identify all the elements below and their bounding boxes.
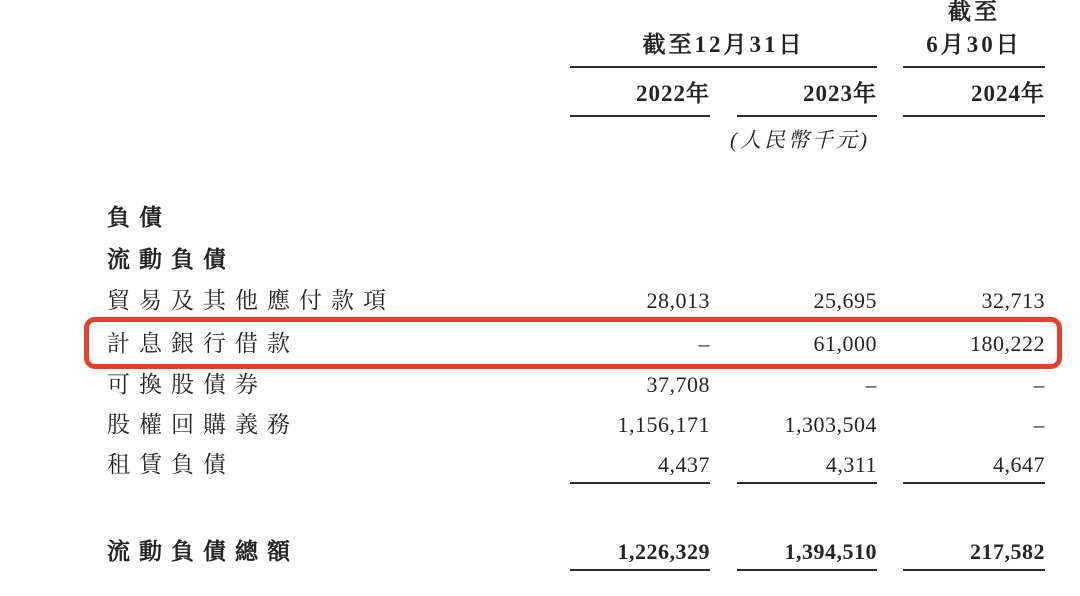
cell-repurchase-2024: – [1033, 412, 1045, 437]
row-label-total-current-liabilities: 流動負債總額 [107, 539, 299, 564]
row-label-trade-payables: 貿易及其他應付款項 [107, 288, 395, 313]
cell-bank-borrowings-2024: 180,222 [970, 331, 1045, 356]
header-rule-jun30 [903, 66, 1045, 68]
cell-lease-2024: 4,647 [993, 452, 1045, 477]
subtotal-rule-2023 [737, 482, 877, 484]
cell-repurchase-2023: 1,303,504 [784, 412, 877, 437]
cell-convertible-bonds-2023: – [865, 372, 877, 397]
cell-total-2022: 1,226,329 [617, 539, 710, 564]
cell-repurchase-2022: 1,156,171 [617, 412, 710, 437]
cell-convertible-bonds-2024: – [1033, 372, 1045, 397]
row-label-share-repurchase-obligations: 股權回購義務 [107, 412, 299, 437]
year-rule-2024 [903, 115, 1045, 117]
subtotal-rule-2024 [903, 482, 1045, 484]
header-rule-dec31 [570, 66, 877, 68]
year-rule-2022 [570, 115, 710, 117]
row-label-lease-liabilities: 租賃負債 [107, 452, 235, 477]
subtotal-rule-2022 [570, 482, 710, 484]
header-dec31-span: 截至12月31日 [642, 32, 805, 57]
header-year-2023: 2023年 [803, 81, 877, 106]
header-year-2024: 2024年 [971, 81, 1045, 106]
header-jun30: 6月30日 [926, 32, 1022, 57]
cell-lease-2023: 4,311 [825, 452, 877, 477]
header-as-of-top: 截至 [948, 0, 1000, 24]
total-rule-2024 [903, 569, 1045, 571]
cell-convertible-bonds-2022: 37,708 [646, 372, 710, 397]
cell-total-2024: 217,582 [970, 539, 1045, 564]
total-rule-2023 [737, 569, 877, 571]
year-rule-2023 [737, 115, 877, 117]
row-label-interest-bearing-bank-borrowings: 計息銀行借款 [107, 331, 299, 356]
total-rule-2022 [570, 569, 710, 571]
cell-trade-payables-2024: 32,713 [981, 288, 1045, 313]
row-label-liabilities: 負債 [107, 205, 171, 230]
cell-lease-2022: 4,437 [658, 452, 710, 477]
header-year-2022: 2022年 [636, 81, 710, 106]
row-label-current-liabilities: 流動負債 [107, 247, 235, 272]
cell-total-2023: 1,394,510 [784, 539, 877, 564]
cell-trade-payables-2023: 25,695 [813, 288, 877, 313]
cell-trade-payables-2022: 28,013 [646, 288, 710, 313]
cell-bank-borrowings-2022: – [698, 331, 710, 356]
row-label-convertible-bonds: 可換股債券 [107, 372, 267, 397]
currency-unit-note: (人民幣千元) [730, 128, 870, 152]
cell-bank-borrowings-2023: 61,000 [813, 331, 877, 356]
